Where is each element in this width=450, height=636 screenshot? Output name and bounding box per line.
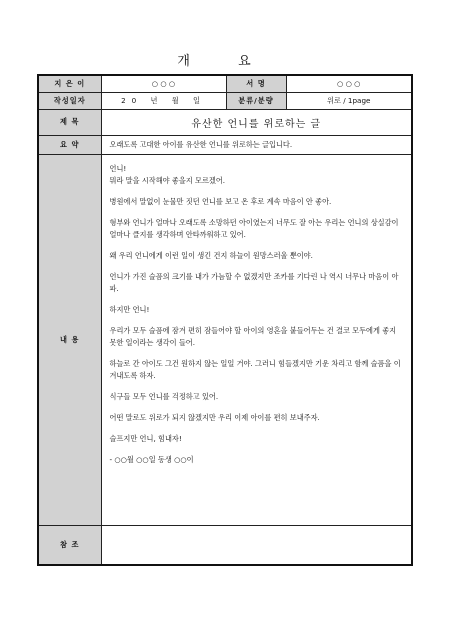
- content-paragraph: 언니가 가진 슬픔의 크기를 내가 가늠할 수 없겠지만 조카를 기다린 나 역시 너무나 마음이 아파.: [109, 271, 399, 293]
- reference-label: 참 조: [38, 525, 101, 565]
- author-label: 지 은 이: [38, 75, 101, 92]
- content-label: 내 용: [38, 154, 101, 525]
- content-paragraph: 식구들 모두 언니를 걱정하고 있어.: [109, 391, 219, 401]
- row-summary: [38, 135, 412, 154]
- content-paragraph: 형부와 언니가 얼마나 오래도록 소망하던 아이였는지 너무도 잘 아는 우리는 언니의 상실감이 얼마나 클지를 생각하며 안타까워하고 있어.: [109, 217, 399, 239]
- content-paragraph: 언니! 뭐라 말을 시작해야 좋을지 모르겠어.: [109, 163, 226, 185]
- date-value: 20 년 월 일: [101, 92, 226, 109]
- date-label: 작성일자: [38, 92, 101, 109]
- subject-label: 제 목: [38, 109, 101, 135]
- content-paragraph: - ○○월 ○○일 동생 ○○이: [109, 454, 194, 464]
- summary-form-table: [37, 74, 413, 566]
- row-reference: [38, 525, 412, 565]
- content-paragraph: 어떤 말로도 위로가 되지 않겠지만 우리 이제 아이를 편히 보내주자.: [109, 412, 320, 422]
- content-paragraph: 우리가 모두 슬픔에 잠겨 편히 잠들어야 할 아이의 영혼을 붙들어두는 건 결코 모두에게 좋지 못한 일이라는 생각이 들어.: [109, 325, 397, 347]
- signature-value: ○ ○ ○: [286, 75, 412, 92]
- summary-label: 요 약: [38, 135, 101, 154]
- content-paragraph: 하지만 언니!: [109, 304, 150, 314]
- row-date: [38, 92, 412, 109]
- content-paragraph: 슬프지만 언니, 힘내자!: [109, 433, 182, 443]
- row-author: [38, 75, 412, 92]
- signature-label: 서 명: [226, 75, 286, 92]
- row-content: [38, 154, 412, 525]
- content-paragraph: 왜 우리 언니에게 이런 일이 생긴 건지 하늘이 원망스러울 뿐이야.: [109, 250, 313, 260]
- category-label: 분류/분량: [226, 92, 286, 109]
- author-value: ○ ○ ○: [101, 75, 226, 92]
- row-subject: [38, 109, 412, 135]
- content-paragraph: 하늘로 간 아이도 그건 원하지 않는 일일 거야. 그러니 힘들겠지만 기운 차리고 함께 슬픔을 이겨내도록 하자.: [109, 358, 401, 380]
- summary-value: 오래도록 고대한 아이를 유산한 언니를 위로하는 글입니다.: [101, 135, 412, 154]
- category-value: 위로 / 1page: [286, 92, 412, 109]
- content-paragraph: 병원에서 말없이 눈물만 짓던 언니를 보고 온 후로 계속 마음이 안 좋아.: [109, 196, 332, 206]
- subject-value: 유산한 언니를 위로하는 글: [101, 109, 412, 135]
- page-title: 개 요: [177, 54, 273, 69]
- content-body: [101, 154, 412, 525]
- reference-value: [101, 525, 412, 565]
